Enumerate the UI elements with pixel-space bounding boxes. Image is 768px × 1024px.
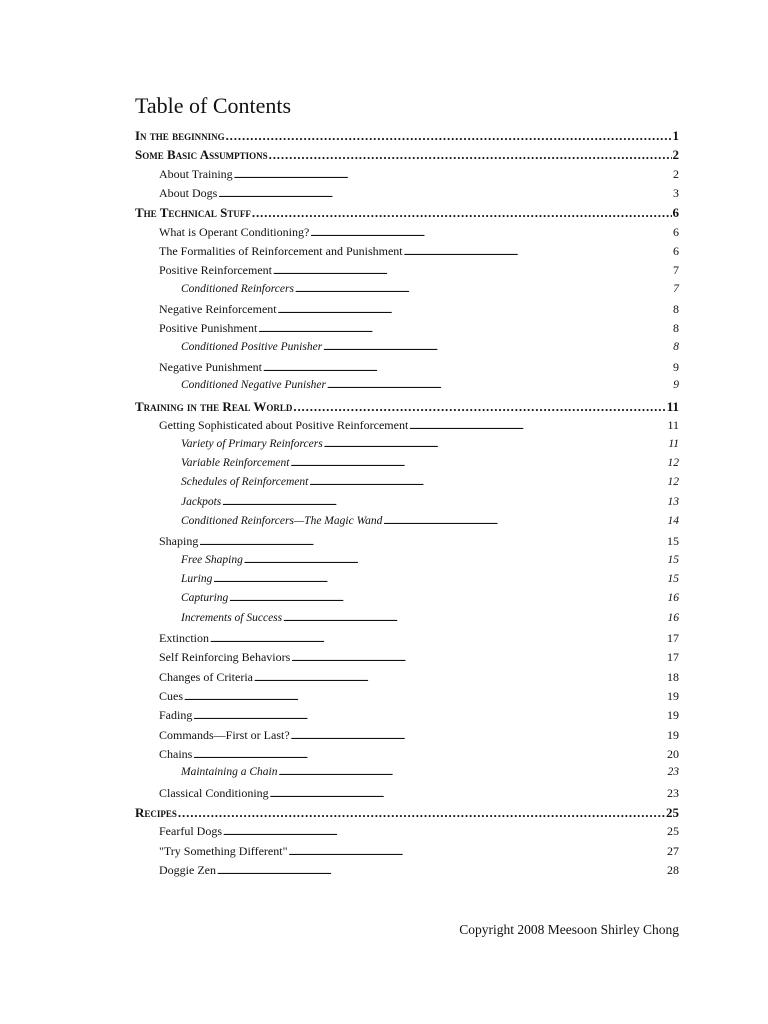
- toc-entry-page-number: 6: [673, 224, 679, 239]
- toc-entry-page-number: 7: [673, 263, 679, 278]
- toc-entry-label: Doggie Zen: [159, 863, 216, 878]
- toc-entry-label: Conditioned Reinforcers: [181, 282, 294, 295]
- toc-entry[interactable]: [0, 670, 768, 689]
- toc-entry-page-number: 8: [673, 302, 679, 317]
- toc-entry[interactable]: [0, 360, 768, 379]
- toc-entry-page-number: 9: [673, 379, 679, 392]
- dot-leader: [193, 747, 666, 762]
- toc-entry-label: Variety of Primary Reinforcers: [181, 437, 323, 450]
- toc-entry-page-number: 17: [667, 650, 679, 665]
- toc-entry-page-number: 15: [667, 572, 679, 585]
- dot-leader: [290, 457, 666, 469]
- toc-entry-page-number: 23: [667, 766, 679, 779]
- dot-leader: [193, 708, 666, 723]
- dot-leader: [217, 863, 666, 878]
- toc-entry[interactable]: [0, 399, 768, 418]
- page-title: Table of Contents: [135, 93, 292, 118]
- toc-entry[interactable]: [0, 225, 768, 244]
- toc-entry-page-number: 3: [673, 186, 679, 201]
- toc-entry[interactable]: [0, 824, 768, 843]
- toc-entry[interactable]: [0, 863, 768, 882]
- dot-leader: [229, 592, 666, 604]
- dot-leader: [324, 438, 668, 450]
- toc-entry-label: Maintaining a Chain: [181, 766, 278, 779]
- toc-entry[interactable]: [0, 554, 768, 573]
- toc-entry-label: Luring: [181, 572, 213, 585]
- toc-entry[interactable]: [0, 457, 768, 476]
- toc-entry-label: "Try Something Different": [159, 843, 288, 858]
- dot-leader: [254, 670, 666, 685]
- dot-leader: [226, 128, 672, 144]
- toc-entry-page-number: 11: [667, 418, 679, 433]
- toc-entry-page-number: 2: [673, 166, 679, 181]
- toc-entry-page-number: 19: [667, 708, 679, 723]
- toc-entry-label: Commands—First or Last?: [159, 727, 290, 742]
- toc-entry-page-number: 28: [667, 863, 679, 878]
- toc-entry-page-number: 11: [668, 437, 679, 450]
- dot-leader: [291, 728, 666, 743]
- toc-entry[interactable]: [0, 534, 768, 553]
- toc-entry-page-number: 25: [667, 824, 679, 839]
- toc-entry[interactable]: [0, 167, 768, 186]
- toc-entry-label: Self Reinforcing Behaviors: [159, 650, 291, 665]
- dot-leader: [291, 650, 666, 665]
- toc-entry-label: Fearful Dogs: [159, 824, 222, 839]
- dot-leader: [199, 534, 666, 549]
- toc-entry[interactable]: [0, 805, 768, 824]
- toc-entry-label: In the beginning: [135, 128, 225, 143]
- toc-entry[interactable]: [0, 341, 768, 360]
- dot-leader: [404, 244, 672, 259]
- toc-entry[interactable]: [0, 766, 768, 785]
- toc-entry-label: Conditioned Positive Punisher: [181, 340, 323, 353]
- toc-entry-page-number: 2: [672, 147, 679, 163]
- toc-entry[interactable]: [0, 476, 768, 495]
- toc-entry-page-number: 18: [667, 669, 679, 684]
- toc-entry[interactable]: [0, 515, 768, 534]
- toc-entry-page-number: 16: [667, 611, 679, 624]
- dot-leader: [295, 283, 672, 295]
- toc-entry[interactable]: [0, 612, 768, 631]
- dot-leader: [223, 824, 666, 839]
- dot-leader: [293, 399, 665, 415]
- toc-entry[interactable]: [0, 631, 768, 650]
- toc-entry-label: About Training: [159, 166, 233, 181]
- toc-entry-page-number: 11: [666, 398, 679, 414]
- toc-entry[interactable]: [0, 689, 768, 708]
- dot-leader: [178, 805, 665, 821]
- toc-entry-label: Negative Reinforcement: [159, 302, 277, 317]
- toc-entry-page-number: 13: [667, 495, 679, 508]
- toc-entry-page-number: 12: [667, 476, 679, 489]
- dot-leader: [310, 225, 672, 240]
- toc-entry[interactable]: [0, 418, 768, 437]
- toc-entry-label: Getting Sophisticated about Positive Reinforcement: [159, 418, 409, 433]
- toc-entry-label: Changes of Criteria: [159, 669, 253, 684]
- dot-leader: [258, 321, 672, 336]
- toc-entry-page-number: 6: [672, 205, 679, 221]
- toc-entry-page-number: 16: [667, 592, 679, 605]
- toc-entry-label: Fading: [159, 708, 193, 723]
- toc-entry-page-number: 27: [667, 843, 679, 858]
- toc-entry-label: Increments of Success: [181, 611, 283, 624]
- toc-entry-page-number: 19: [667, 727, 679, 742]
- toc-entry[interactable]: [0, 263, 768, 282]
- dot-leader: [244, 554, 667, 566]
- toc-entry-page-number: 6: [673, 244, 679, 259]
- dot-leader: [263, 360, 672, 375]
- toc-entry-label: Classical Conditioning: [159, 785, 269, 800]
- toc-entry-page-number: 9: [673, 360, 679, 375]
- toc-entry-page-number: 15: [667, 534, 679, 549]
- toc-entry-label: What is Operant Conditioning?: [159, 224, 310, 239]
- toc-entry[interactable]: [0, 205, 768, 224]
- toc-entry-page-number: 14: [667, 514, 679, 527]
- dot-leader: [283, 612, 666, 624]
- copyright-footer: Copyright 2008 Meesoon Shirley Chong: [459, 922, 679, 937]
- toc-entry-label: Recipes: [135, 805, 177, 821]
- toc-entry-label: The Technical Stuff: [135, 205, 251, 221]
- dot-leader: [383, 515, 666, 527]
- toc-entry[interactable]: [0, 186, 768, 205]
- toc-entry-label: Variable Reinforcement: [181, 456, 290, 469]
- dot-leader: [218, 186, 672, 201]
- dot-leader: [323, 341, 672, 353]
- dot-leader: [210, 631, 666, 646]
- toc-entry[interactable]: [0, 728, 768, 747]
- dot-leader: [270, 786, 666, 801]
- toc-entry[interactable]: [0, 438, 768, 457]
- toc-entry-page-number: 1: [672, 128, 679, 143]
- toc-entry[interactable]: [0, 379, 768, 398]
- toc-entry[interactable]: [0, 786, 768, 805]
- toc-entry-page-number: 17: [667, 630, 679, 645]
- toc-entry[interactable]: [0, 747, 768, 766]
- toc-entry-label: Some Basic Assumptions: [135, 147, 268, 163]
- toc-entry-label: Conditioned Negative Punisher: [181, 379, 327, 392]
- toc-entry[interactable]: [0, 708, 768, 727]
- toc-entry[interactable]: [0, 573, 768, 592]
- dot-leader: [273, 263, 672, 278]
- toc-entry-label: About Dogs: [159, 186, 218, 201]
- dot-leader: [252, 205, 672, 221]
- toc-entry[interactable]: [0, 321, 768, 340]
- toc-entry[interactable]: [0, 244, 768, 263]
- toc-entry-label: Positive Reinforcement: [159, 263, 272, 278]
- toc-entry-page-number: 20: [667, 747, 679, 761]
- toc-entry[interactable]: [0, 650, 768, 669]
- toc-entry-label: Cues: [159, 688, 183, 703]
- toc-entry-page-number: 8: [673, 340, 679, 353]
- toc-entry-label: Negative Punishment: [159, 360, 262, 375]
- toc-entry-page-number: 19: [667, 688, 679, 703]
- toc-entry-label: Shaping: [159, 534, 199, 549]
- dot-leader: [309, 476, 666, 488]
- toc-entry-label: Positive Punishment: [159, 321, 258, 336]
- toc-entry-label: Schedules of Reinforcement: [181, 476, 309, 489]
- toc-entry[interactable]: [0, 496, 768, 515]
- toc-entry[interactable]: [0, 283, 768, 302]
- toc-entry-page-number: 7: [673, 282, 679, 295]
- dot-leader: [269, 147, 672, 163]
- toc-entry[interactable]: [0, 844, 768, 863]
- dot-leader: [234, 167, 672, 182]
- toc-entry-label: Capturing: [181, 592, 229, 605]
- dot-leader: [278, 302, 672, 317]
- toc-entry[interactable]: [0, 592, 768, 611]
- dot-leader: [213, 573, 666, 585]
- toc-entry[interactable]: [0, 128, 768, 147]
- toc-entry-label: Training in the Real World: [135, 398, 293, 414]
- dot-leader: [288, 844, 666, 859]
- toc-entry-label: Conditioned Reinforcers—The Magic Wand: [181, 514, 383, 527]
- toc-entry[interactable]: [0, 302, 768, 321]
- toc-entry-page-number: 8: [673, 321, 679, 336]
- toc-entry-label: Free Shaping: [181, 553, 243, 566]
- toc-entry-page-number: 15: [667, 553, 679, 566]
- dot-leader: [278, 766, 666, 778]
- dot-leader: [409, 418, 666, 433]
- dot-leader: [184, 689, 666, 704]
- toc-entry-label: Chains: [159, 747, 193, 761]
- toc-entry-page-number: 12: [667, 456, 679, 469]
- toc-entry-label: The Formalities of Reinforcement and Punishment: [159, 244, 403, 259]
- toc-entry-page-number: 23: [667, 785, 679, 800]
- toc-entry-label: Jackpots: [181, 495, 222, 508]
- toc-entry[interactable]: [0, 147, 768, 166]
- dot-leader: [327, 379, 672, 391]
- toc-entry-label: Extinction: [159, 630, 209, 645]
- table-of-contents: [0, 128, 768, 882]
- dot-leader: [222, 496, 666, 508]
- toc-entry-page-number: 25: [666, 805, 679, 821]
